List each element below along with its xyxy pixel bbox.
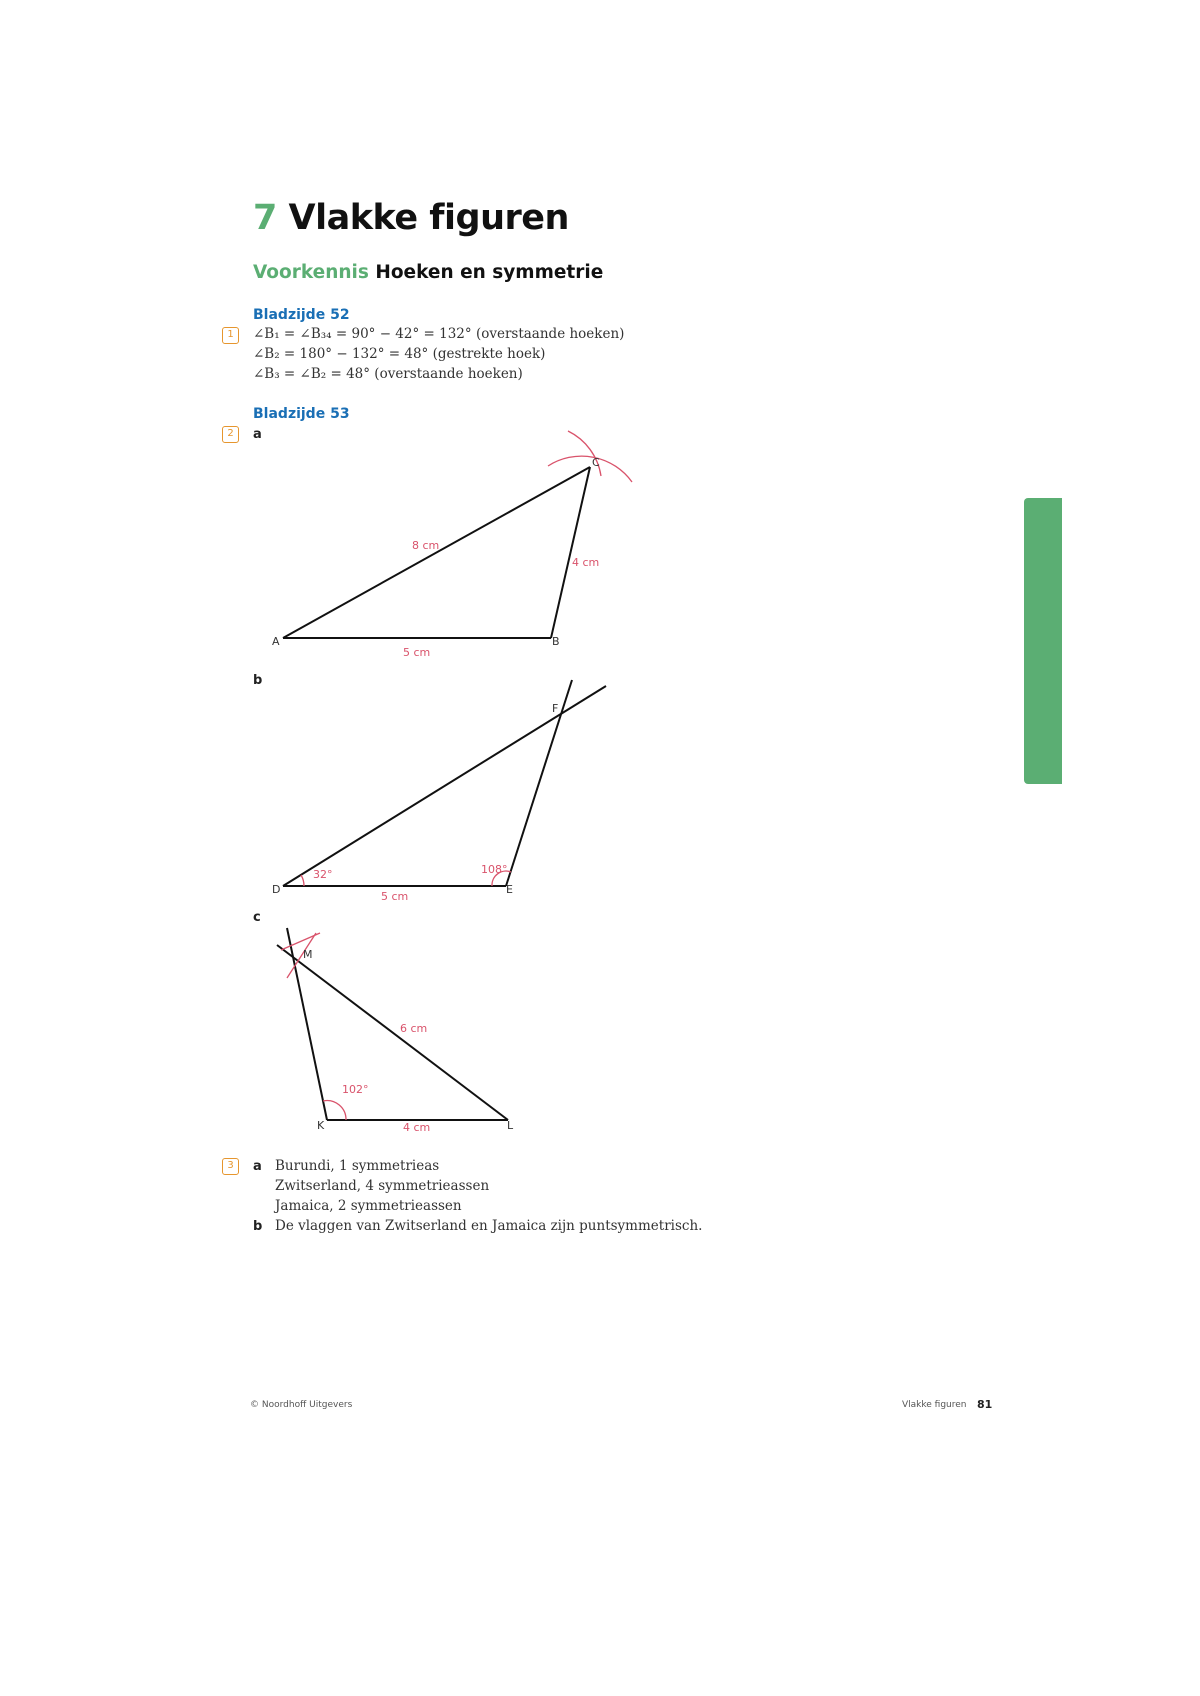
vertex-m-label: M <box>303 948 313 961</box>
exercise-2a-letter: a <box>253 427 262 442</box>
exercise-3b-line: De vlaggen van Zwitserland en Jamaica zijn puntsymmetrisch. <box>275 1218 703 1234</box>
side-de-label: 5 cm <box>381 890 409 903</box>
side-ac <box>283 467 590 638</box>
vertex-e-label: E <box>506 883 513 896</box>
ray-l <box>277 945 508 1120</box>
exercise-3a-line-3: Jamaica, 2 symmetrieassen <box>275 1198 462 1214</box>
exercise-1-line-3: ∠B₃ = ∠B₂ = 48° (overstaande hoeken) <box>253 366 523 382</box>
exercise-3-number: 3 <box>222 1158 239 1175</box>
ray-d <box>283 686 606 886</box>
exercise-3a-line-1: Burundi, 1 symmetrieas <box>275 1158 440 1174</box>
exercise-3b-letter: b <box>253 1219 263 1234</box>
page-ref-53: Bladzijde 53 <box>253 406 350 422</box>
triangle-def <box>272 680 606 903</box>
ray-e <box>506 680 572 886</box>
side-kl-label: 4 cm <box>403 1121 431 1134</box>
side-ac-label: 8 cm <box>412 539 440 552</box>
footer-chapter-title: Vlakke figuren <box>902 1400 967 1410</box>
chapter-side-tab <box>1024 498 1062 784</box>
footer-page-number: 81 <box>977 1398 993 1411</box>
vertex-b-label: B <box>552 635 560 648</box>
vertex-d-label: D <box>272 883 281 896</box>
vertex-k-label: K <box>317 1119 325 1132</box>
side-bc <box>551 467 590 638</box>
triangle-klm <box>277 928 514 1134</box>
angle-k-label: 102° <box>342 1083 369 1096</box>
angle-e-label: 108° <box>481 863 508 876</box>
exercise-3a-line-2: Zwitserland, 4 symmetrieassen <box>275 1178 490 1194</box>
exercise-1-line-1: ∠B₁ = ∠B₃₄ = 90° − 42° = 132° (overstaande hoeken) <box>253 326 625 342</box>
exercise-2-number: 2 <box>222 426 239 443</box>
vertex-f-label: F <box>552 702 559 715</box>
section-title-text: Hoeken en symmetrie <box>375 262 604 283</box>
chapter-number: 7 <box>253 198 277 238</box>
side-ab-label: 5 cm <box>403 646 431 659</box>
triangle-abc <box>272 431 632 659</box>
side-lm-label: 6 cm <box>400 1022 428 1035</box>
chapter-title-text: Vlakke figuren <box>288 198 569 238</box>
vertex-l-label: L <box>507 1119 514 1132</box>
footer-copyright: © Noordhoff Uitgevers <box>250 1400 353 1410</box>
vertex-c-label: C <box>592 456 600 469</box>
angle-d-label: 32° <box>313 868 333 881</box>
exercise-3a-letter: a <box>253 1159 262 1174</box>
exercise-2b-letter: b <box>253 673 263 688</box>
angle-d-arc <box>301 875 304 886</box>
section-prefix: Voorkennis <box>253 262 369 283</box>
page-ref-52: Bladzijde 52 <box>253 307 350 323</box>
side-bc-label: 4 cm <box>572 556 600 569</box>
vertex-a-label: A <box>272 635 280 648</box>
exercise-2c-letter: c <box>253 910 261 925</box>
exercise-1-number: 1 <box>222 327 239 344</box>
exercise-1-line-2: ∠B₂ = 180° − 132° = 48° (gestrekte hoek) <box>253 346 546 362</box>
